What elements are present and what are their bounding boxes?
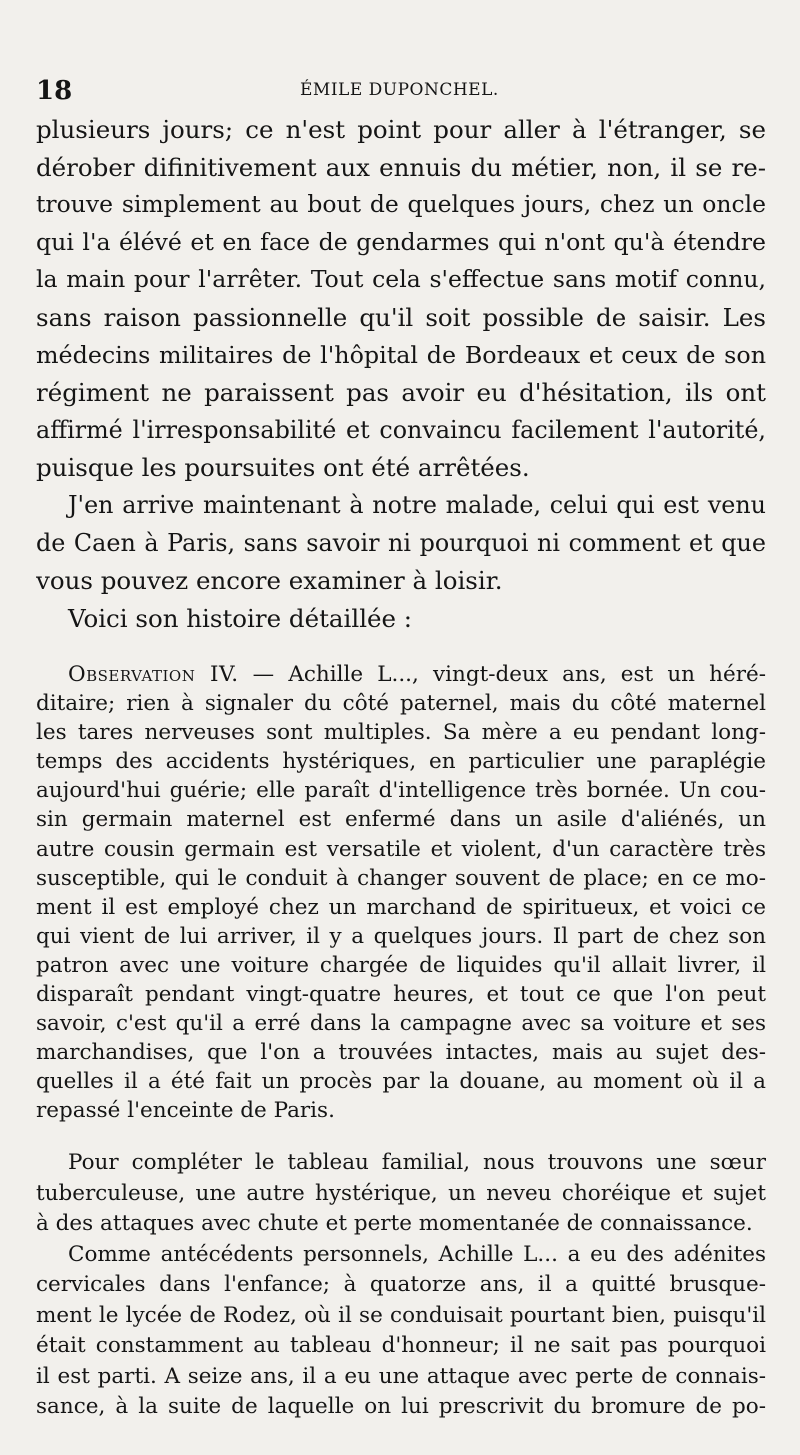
text-line: plusieurs jours; ce n'est point pour aller à l'étranger, se: [36, 115, 766, 144]
text-line: la main pour l'arrêter. Tout cela s'effectue sans motif connu,: [36, 265, 766, 294]
text-line: vous pouvez encore examiner à loisir.: [36, 566, 503, 596]
text-line: temps des accidents hystériques, en particulier une paraplégie: [36, 749, 766, 775]
text-line: était constamment au tableau d'honneur; il ne sait pas pourquoi: [36, 1333, 766, 1358]
text-line: sin germain maternel est enfermé dans un asile d'aliénés, un: [36, 807, 766, 833]
text-line: repassé l'enceinte de Paris.: [36, 1098, 335, 1124]
text-line: cervicales dans l'enfance; à quatorze ans, il a quitté brusque-: [36, 1272, 766, 1297]
text-line: J'en arrive maintenant à notre malade, celui qui est venu: [68, 490, 766, 519]
text-line: autre cousin germain est versatile et violent, d'un caractère très: [36, 836, 766, 862]
observation-label: Observation IV.: [68, 662, 239, 687]
text-line: aujourd'hui guérie; elle paraît d'intelligence très bornée. Un cou-: [36, 778, 766, 804]
page-number: 18: [36, 76, 73, 106]
family-history-block: [36, 1148, 766, 1423]
text-line: qui vient de lui arriver, il y a quelques jours. Il part de chez son: [36, 923, 766, 949]
text-line: Comme antécédents personnels, Achille L... a eu des adénites: [68, 1241, 766, 1267]
text-line: dérober difinitivement aux ennuis du métier, non, il se re-: [36, 152, 766, 182]
text-line: il est parti. A seize ans, il a eu une attaque avec perte de connais-: [36, 1363, 766, 1389]
text-line: sans raison passionnelle qu'il soit possible de saisir. Les: [36, 302, 766, 332]
text-line: ment il est employé chez un marchand de spiritueux, et voici ce: [36, 894, 766, 920]
text-line: disparaît pendant vingt-quatre heures, et tout ce que l'on peut: [36, 982, 766, 1008]
observation-block: [36, 660, 766, 1126]
text-line: trouve simplement au bout de quelques jours, chez un oncle: [36, 190, 766, 219]
text-line: susceptible, qui le conduit à changer souvent de place; en ce mo-: [36, 865, 766, 891]
text-line: quelles il a été fait un procès par la douane, au moment où il a: [36, 1069, 766, 1095]
observation-first-line-text: — Achille L..., vingt-deux ans, est un héré-: [238, 662, 766, 687]
page-header: [36, 76, 766, 110]
text-line: marchandises, que l'on a trouvées intactes, mais au sujet des-: [36, 1040, 766, 1066]
text-line: régiment ne paraissent pas avoir eu d'hésitation, ils ont: [36, 378, 766, 408]
text-line: puisque les poursuites ont été arrêtées.: [36, 453, 530, 483]
text-line: savoir, c'est qu'il a erré dans la campagne avec sa voiture et ses: [36, 1011, 766, 1037]
text-line: tuberculeuse, une autre hystérique, un neveu choréique et sujet: [36, 1180, 766, 1206]
text-line: sance, à la suite de laquelle on lui prescrivit du bromure de po-: [36, 1394, 766, 1419]
text-line: les tares nerveuses sont multiples. Sa mère a eu pendant long-: [36, 720, 766, 746]
observation-first-line: [36, 660, 766, 689]
text-line: de Caen à Paris, sans savoir ni pourquoi ni comment et que: [36, 528, 766, 557]
main-text: [36, 111, 766, 637]
running-head: ÉMILE DUPONCHEL.: [300, 80, 499, 100]
text-line: à des attaques avec chute et perte momentanée de connaissance.: [36, 1211, 753, 1236]
text-line: Voici son histoire détaillée :: [68, 603, 413, 633]
text-line: patron avec une voiture chargée de liquides qu'il allait livrer, il: [36, 952, 766, 978]
text-line: ment le lycée de Rodez, où il se conduisait pourtant bien, puisqu'il: [36, 1302, 766, 1328]
text-line: ditaire; rien à signaler du côté paternel, mais du côté maternel: [36, 691, 766, 717]
text-line: qui l'a élévé et en face de gendarmes qui n'ont qu'à étendre: [36, 227, 766, 256]
text-line: Pour compléter le tableau familial, nous trouvons une sœur: [68, 1150, 766, 1175]
text-line: médecins militaires de l'hôpital de Bordeaux et ceux de son: [36, 340, 766, 369]
text-line: affirmé l'irresponsabilité et convaincu facilement l'autorité,: [36, 415, 766, 444]
